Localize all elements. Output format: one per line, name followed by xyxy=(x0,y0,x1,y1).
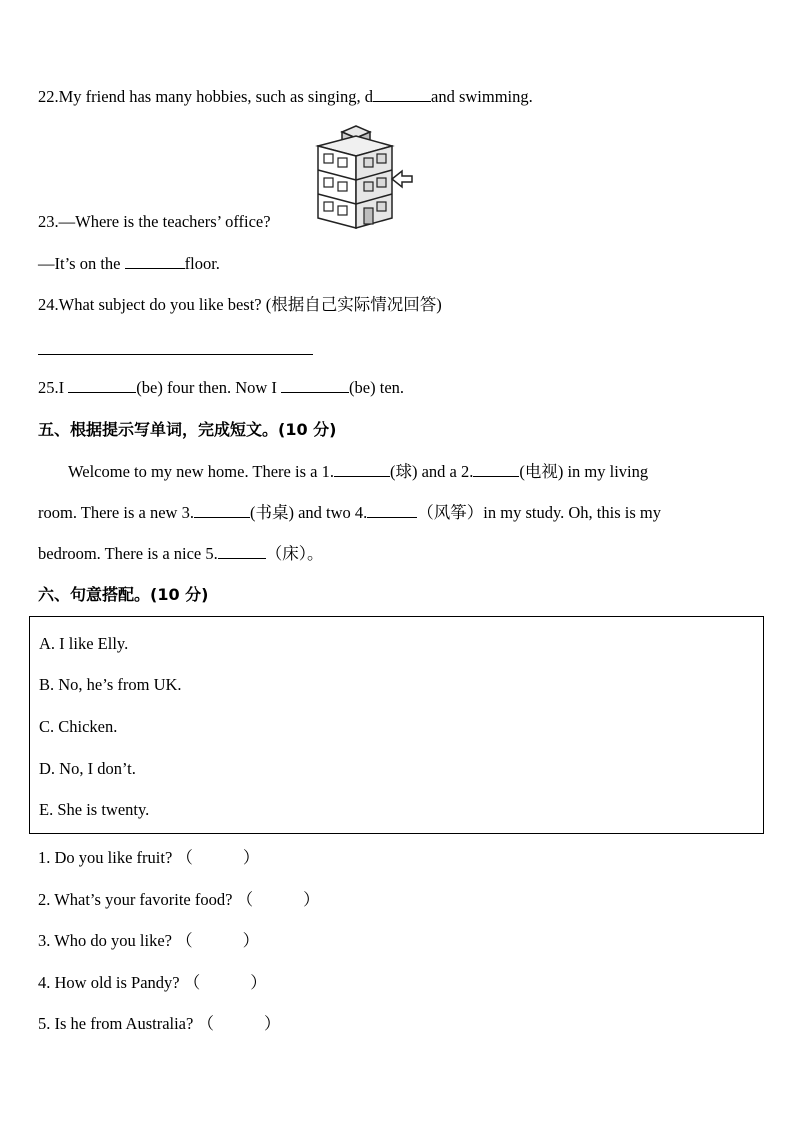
match-question-5 xyxy=(38,1013,280,1035)
passage-3a: bedroom. There is a nice 5. xyxy=(38,544,218,563)
q25-blank-1[interactable] xyxy=(68,377,136,393)
question-23: 23.—Where is the teachers’ office? xyxy=(38,212,271,231)
passage-1b: (球) and a 2. xyxy=(389,462,474,481)
paren-open: （ xyxy=(236,890,254,909)
option-b: B. No, he’s from UK. xyxy=(39,675,182,694)
match-question-2 xyxy=(38,889,320,911)
passage-1c: (电视) in my living xyxy=(519,462,649,481)
section-6-heading: 六、句意搭配。(10 分) xyxy=(38,585,209,604)
paren-open: （ xyxy=(183,973,201,992)
question-23-answer xyxy=(38,253,220,275)
match-question-1 xyxy=(38,847,259,869)
q25-part3: (be) ten. xyxy=(349,378,405,397)
passage-line-3 xyxy=(38,543,324,565)
answer-paren[interactable] xyxy=(197,1014,280,1033)
question-25 xyxy=(38,377,404,399)
answer-paren[interactable] xyxy=(184,973,267,992)
passage-blank-1[interactable] xyxy=(334,461,390,477)
option-e: E. She is twenty. xyxy=(39,800,150,819)
match-question-3 xyxy=(38,930,259,952)
passage-blank-2[interactable] xyxy=(473,461,519,477)
option-d: D. No, I don’t. xyxy=(39,759,136,778)
passage-line-2 xyxy=(38,502,661,524)
building-icon xyxy=(312,124,416,230)
q25-part2: (be) four then. Now I xyxy=(136,378,282,397)
paren-close: ） xyxy=(242,848,260,867)
q23-answer-before: —It’s on the xyxy=(38,254,125,273)
match-question-text: 5. Is he from Australia? xyxy=(38,1014,194,1033)
passage-1a: Welcome to my new home. There is a 1. xyxy=(68,462,334,481)
passage-blank-5[interactable] xyxy=(218,543,266,559)
match-question-text: 3. Who do you like? xyxy=(38,931,172,950)
option-c: C. Chicken. xyxy=(39,717,118,736)
q25-part1: 25.I xyxy=(38,378,69,397)
answer-paren[interactable] xyxy=(237,890,320,909)
match-question-text: 1. Do you like fruit? xyxy=(38,848,173,867)
passage-line-1 xyxy=(68,461,648,483)
paren-close: ） xyxy=(250,973,267,992)
match-question-text: 4. How old is Pandy? xyxy=(38,973,180,992)
q22-blank[interactable] xyxy=(373,86,431,102)
passage-2a: room. There is a new 3. xyxy=(38,503,194,522)
passage-blank-4[interactable] xyxy=(367,502,417,518)
paren-open: （ xyxy=(197,1014,214,1033)
q22-text-before: 22.My friend has many hobbies, such as singing, d xyxy=(38,87,374,106)
q22-text-after: and swimming. xyxy=(431,87,533,106)
passage-3b: （床）。 xyxy=(265,544,324,563)
option-a: A. I like Elly. xyxy=(39,634,129,653)
paren-open: （ xyxy=(176,931,193,950)
passage-blank-3[interactable] xyxy=(194,502,250,518)
passage-2c: （风筝）in my study. Oh, this is my xyxy=(417,503,661,522)
paren-close: ） xyxy=(303,890,320,909)
answer-paren[interactable] xyxy=(176,848,259,867)
passage-2b: (书桌) and two 4. xyxy=(249,503,368,522)
paren-open: （ xyxy=(176,848,193,867)
q24-answer-line[interactable] xyxy=(38,354,313,355)
arrow-left-icon xyxy=(392,171,412,187)
match-question-text: 2. What’s your favorite food? xyxy=(38,890,233,909)
paren-close: ） xyxy=(242,931,260,950)
options-box xyxy=(29,616,764,834)
q23-blank[interactable] xyxy=(125,253,185,269)
q23-answer-after: floor. xyxy=(184,254,220,273)
paren-close: ） xyxy=(263,1014,281,1033)
q25-blank-2[interactable] xyxy=(281,377,349,393)
question-22 xyxy=(38,86,533,108)
answer-paren[interactable] xyxy=(176,931,259,950)
section-5-heading: 五、根据提示写单词，完成短文。(10 分) xyxy=(38,420,337,439)
question-24: 24.What subject do you like best? (根据自己实际情况回答) xyxy=(38,295,442,314)
match-question-4 xyxy=(38,972,267,994)
